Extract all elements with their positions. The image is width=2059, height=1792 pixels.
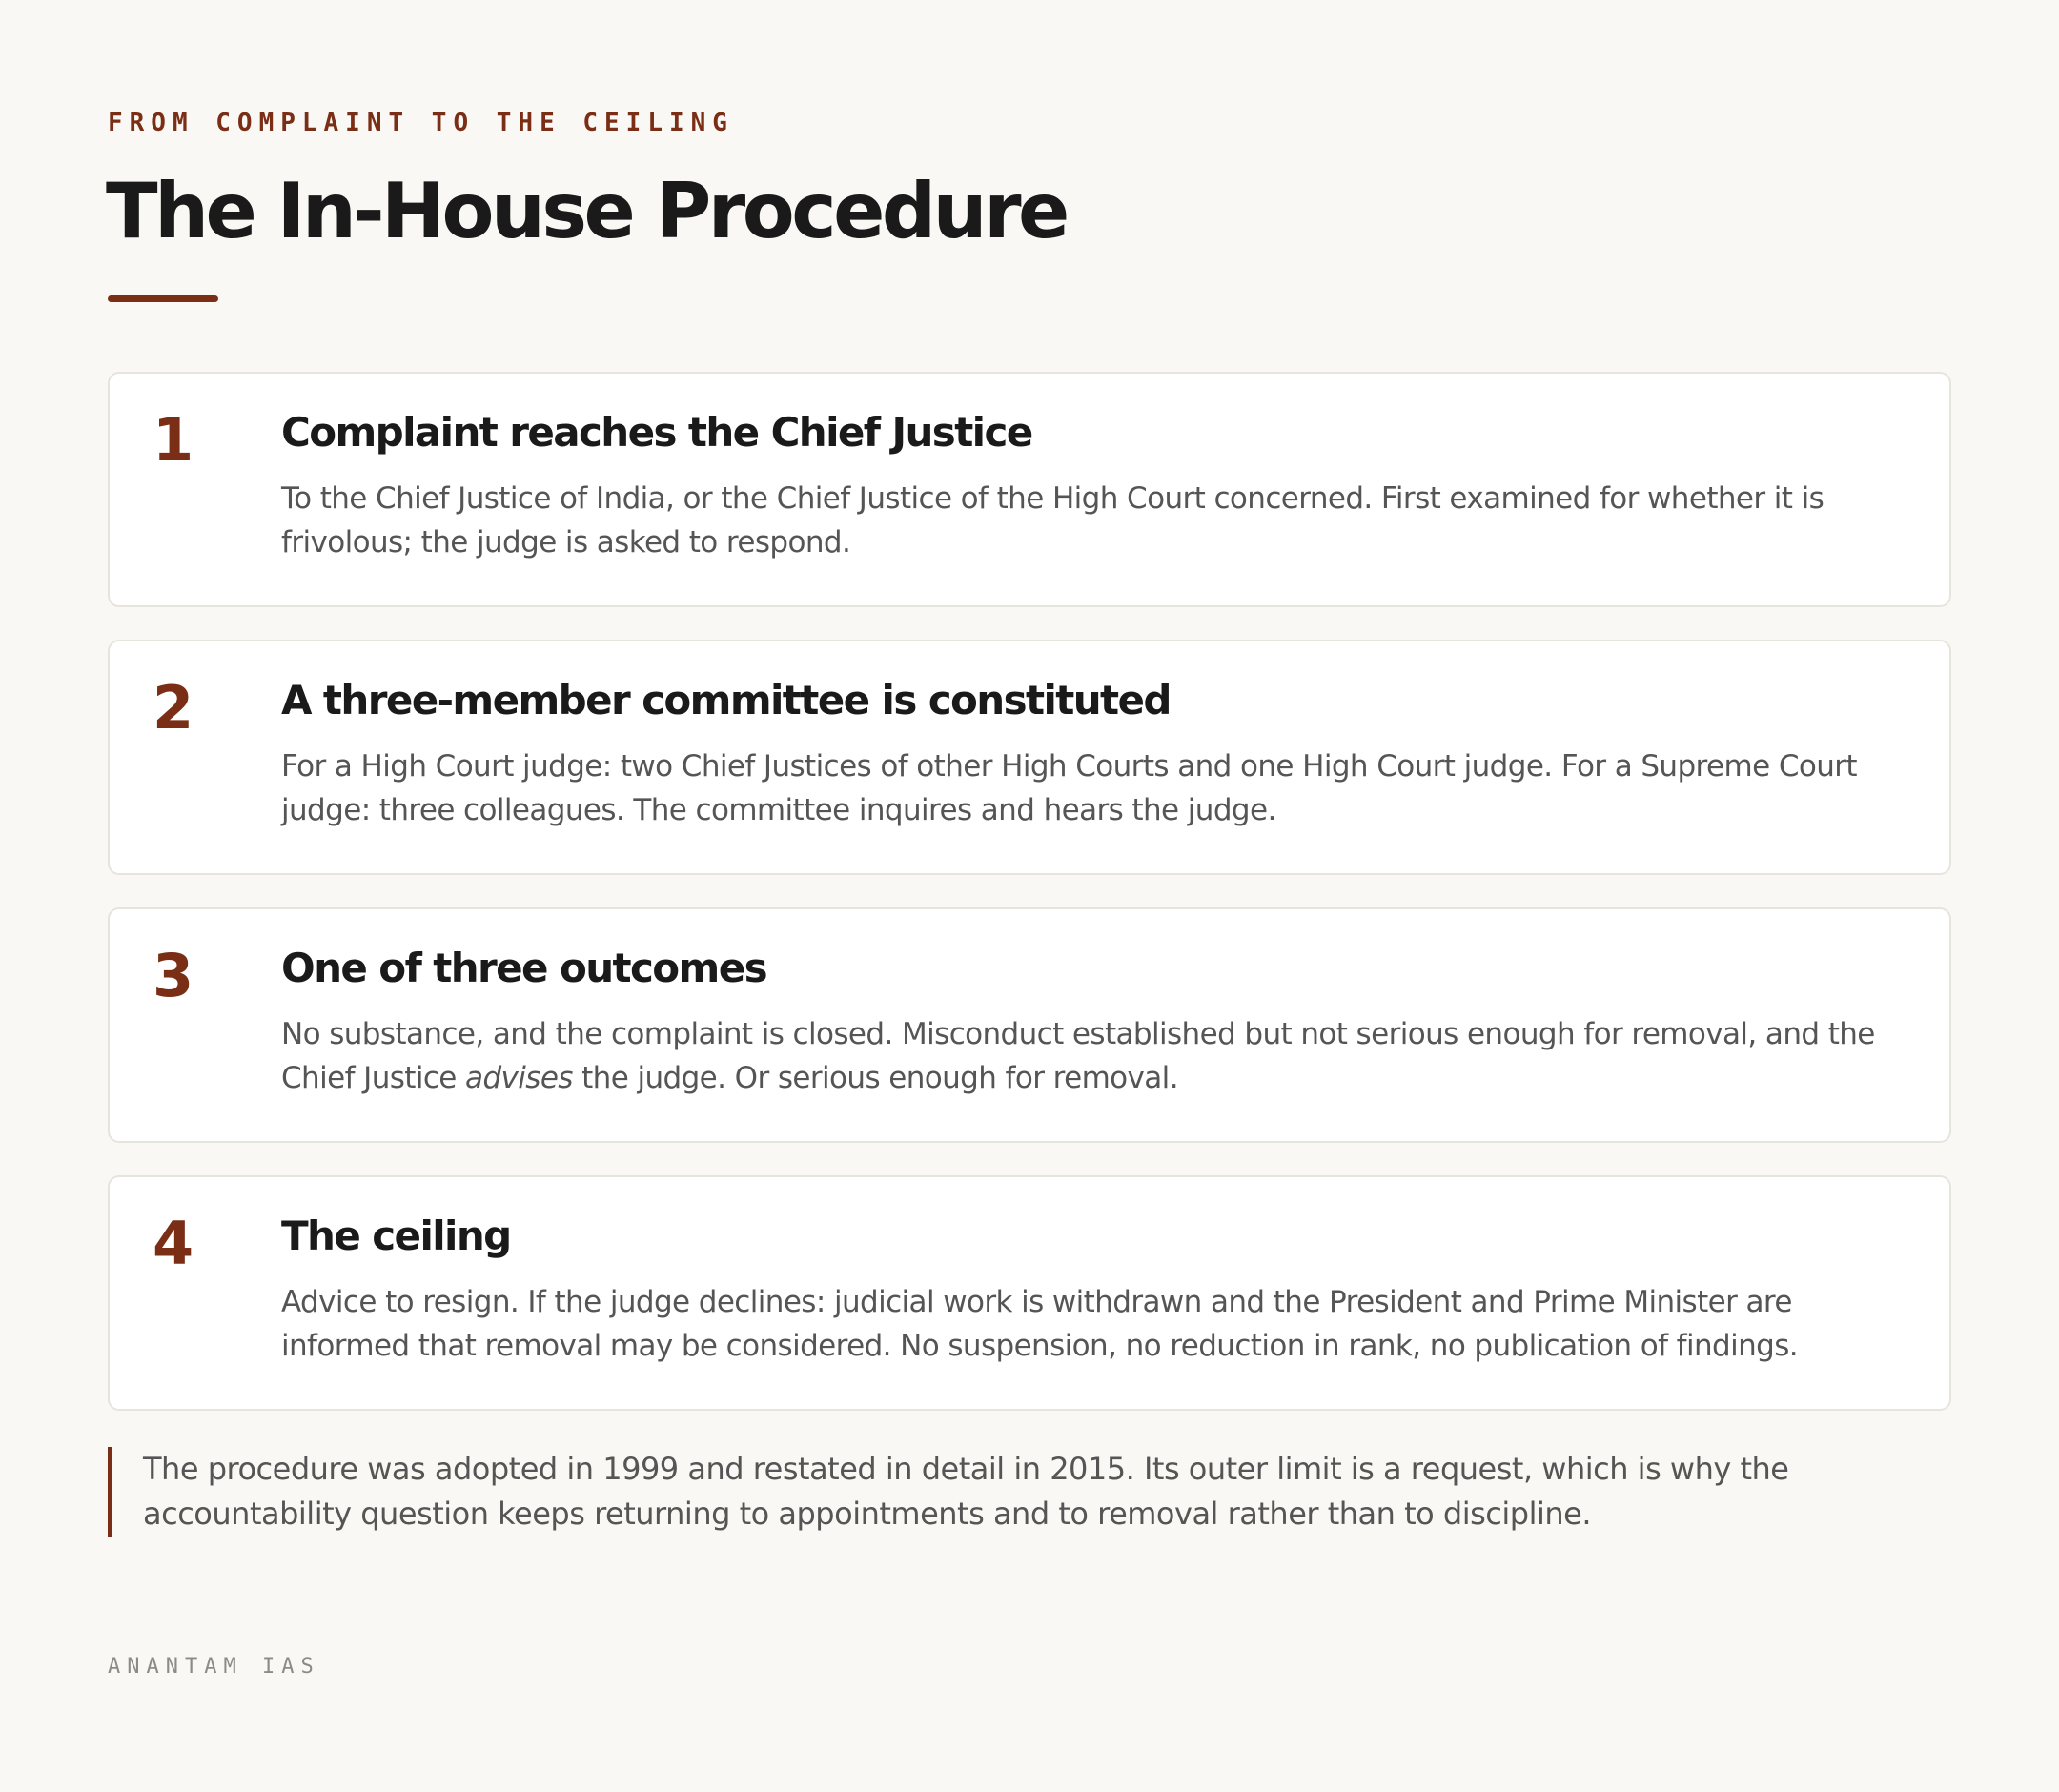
- summary-note: The procedure was adopted in 1999 and restated in detail in 2015. Its outer limit is a request, which is why the accountability question keeps returning to appointments and to removal rather than to discipline.: [108, 1447, 1951, 1537]
- step-title: Complaint reaches the Chief Justice: [281, 409, 1032, 456]
- step-description: To the Chief Justice of India, or the Chief Justice of the High Court concerned. First examined for whether it is frivolous; the judge is asked to respond.: [281, 481, 1825, 560]
- footer-brand: ANANTAM IAS: [108, 1655, 320, 1679]
- step-number: 3: [153, 941, 194, 1010]
- title-underline: [108, 295, 218, 302]
- step-card-2: [108, 640, 1951, 875]
- eyebrow-label: FROM COMPLAINT TO THE CEILING: [108, 109, 734, 137]
- step-description-after: the judge. Or serious enough for removal.: [581, 1061, 1178, 1095]
- page-title: The In-House Procedure: [106, 167, 1067, 255]
- step-number: 4: [153, 1209, 194, 1278]
- step-title: A three-member committee is constituted: [281, 677, 1171, 723]
- step-title: One of three outcomes: [281, 945, 766, 991]
- steps-list: [108, 372, 1951, 1411]
- step-description: [281, 1012, 1921, 1100]
- step-description: Advice to resign. If the judge declines: judicial work is withdrawn and the President and Prime Minister are informed that removal may be considered. No suspension, no reduction in rank, no publication of findings.: [281, 1285, 1799, 1363]
- step-number: 2: [153, 673, 194, 743]
- step-description-emphasis: advises: [465, 1061, 573, 1095]
- step-description: For a High Court judge: two Chief Justices of other High Courts and one High Court judge. For a Supreme Court judge: three colleagues. The committee inquires and hears the judge.: [281, 749, 1857, 827]
- step-description-before: No substance, and the complaint is closed. Misconduct established but not serious enough for removal, and the Chief Justice: [281, 1017, 1875, 1095]
- step-card-1: [108, 372, 1951, 607]
- step-card-3: [108, 907, 1951, 1143]
- step-number: 1: [153, 405, 194, 475]
- step-card-4: [108, 1175, 1951, 1411]
- step-title: The ceiling: [281, 1212, 511, 1259]
